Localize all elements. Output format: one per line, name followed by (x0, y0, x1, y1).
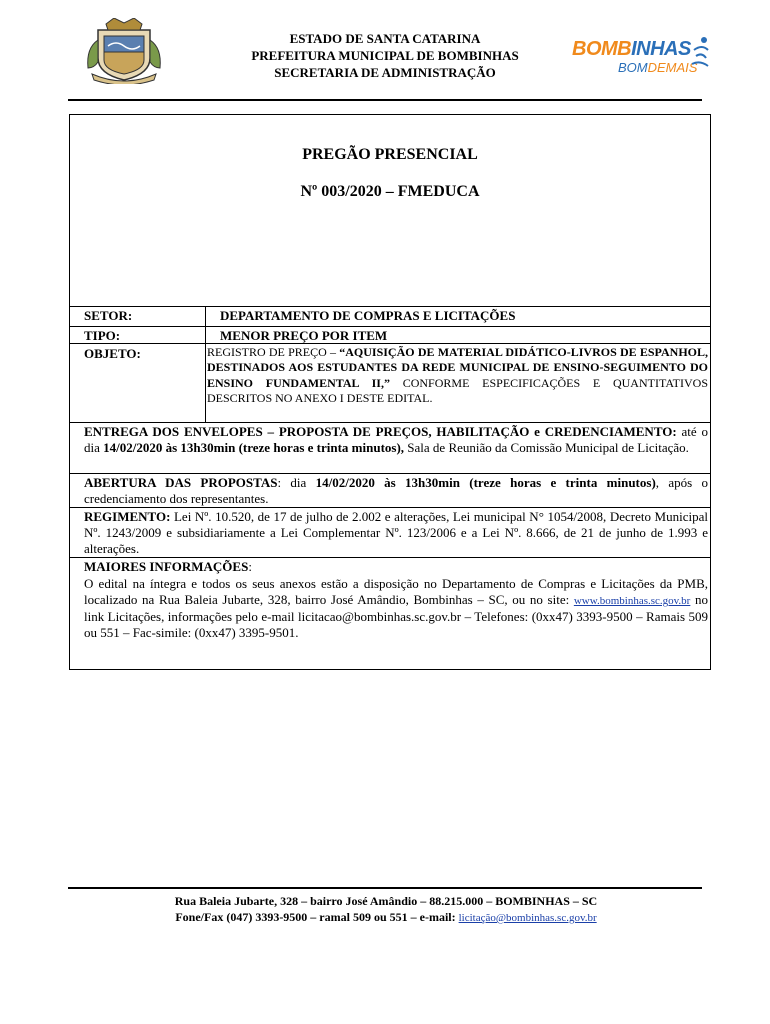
footer-phone-text: Fone/Fax (047) 3393-9500 – ramal 509 ou 551 – e-mail: (175, 910, 459, 924)
tipo-label: TIPO: (84, 328, 121, 343)
abertura-text-2: , após o credenciamento dos representantes. (84, 475, 708, 506)
objeto-bold: “AQUISIÇÃO DE MATERIAL DIDÁTICO-LIVROS DE ESPANHOL, DESTINADOS AOS ESTUDANTES DA REDE MUNICIPAL DE ENSINO-SEGUIMENTO DO ENSINO FUNDAMENTAL II,” (207, 345, 708, 390)
abertura-date: 14/02/2020 às 13h30min (treze horas e trinta minutos) (315, 475, 656, 490)
logo-main-part-b: INHAS (631, 38, 691, 60)
informacoes-paragraph (84, 576, 708, 641)
entrega-text-2: Sala de Reunião da Comissão Municipal de Licitação. (404, 440, 689, 455)
row-divider (69, 507, 711, 508)
website-link[interactable]: www.bombinhas.sc.gov.br (573, 595, 691, 607)
header-prefeitura: PREFEITURA MUNICIPAL DE BOMBINHAS (251, 48, 519, 63)
abertura-text-1: : dia (277, 475, 316, 490)
row-divider (69, 422, 711, 423)
municipal-crest-icon (84, 18, 164, 84)
objeto-value (207, 345, 708, 407)
entrega-date: 14/02/2020 às 13h30min (treze horas e trinta minutos), (103, 440, 405, 455)
tipo-value: MENOR PREÇO POR ITEM (220, 328, 388, 343)
bombinhas-logo (572, 38, 712, 84)
row-divider (69, 326, 711, 327)
abertura-paragraph (84, 475, 708, 507)
swimmer-icon (690, 36, 712, 70)
footer-divider (68, 887, 702, 889)
logo-main-text (572, 38, 691, 61)
logo-sub-part-b: DEMAIS (647, 60, 698, 75)
footer-contact (69, 909, 703, 926)
process-number: Nº 003/2020 – FMEDUCA (300, 183, 480, 200)
objeto-prefix: REGISTRO DE PREÇO – (207, 345, 340, 359)
row-divider (69, 473, 711, 474)
informacoes-colon: : (248, 559, 252, 574)
setor-label: SETOR: (84, 308, 133, 323)
logo-sub-part-a: BOM (618, 60, 648, 75)
objeto-suffix: CONFORME ESPECIFICAÇÕES E QUANTITATIVOS DESCRITOS NO ANEXO I DESTE EDITAL. (207, 375, 709, 406)
setor-value: DEPARTAMENTO DE COMPRAS E LICITAÇÕES (220, 308, 516, 323)
logo-sub-text (618, 60, 697, 75)
row-divider (69, 343, 711, 344)
informacoes-heading-line (84, 559, 708, 575)
footer-address: Rua Baleia Jubarte, 328 – bairro José Amândio – 88.215.000 – BOMBINHAS – SC (174, 894, 598, 908)
regimento-text: Lei Nº. 10.520, de 17 de julho de 2.002 e alterações, Lei municipal N° 1054/2008, Decreto Municipal Nº. 1243/2009 e subsidiariamente a Lei Complementar Nº. 123/2006 e a Lei Nº. 8.666, de 21 de junho de 1.993 e alterações. (84, 509, 708, 556)
page-title: PREGÃO PRESENCIAL (302, 146, 478, 163)
footer-email-link[interactable]: licitação@bombinhas.sc.gov.br (458, 912, 597, 924)
row-divider (69, 306, 711, 307)
institution-header (180, 30, 590, 81)
logo-main-part-a: BOMB (572, 38, 632, 60)
page-footer (69, 893, 703, 926)
entrega-text-1: até o dia (84, 424, 708, 455)
row-divider (69, 557, 711, 558)
column-divider (205, 306, 206, 422)
entrega-paragraph (84, 424, 708, 456)
header-secretaria: SECRETARIA DE ADMINISTRAÇÃO (274, 65, 496, 80)
abertura-heading: ABERTURA DAS PROPOSTAS (84, 475, 278, 490)
header-state: ESTADO DE SANTA CATARINA (289, 31, 481, 46)
header-divider (68, 99, 702, 101)
informacoes-text-1: O edital na íntegra e todos os seus anexos estão a disposição no Departamento de Compras e Licitações da PMB, localizado na Rua Baleia Jubarte, 328, bairro José Amândio, Bombinhas – SC, ou no site: (84, 576, 708, 607)
informacoes-heading: MAIORES INFORMAÇÕES (84, 559, 249, 574)
regimento-heading: REGIMENTO: (84, 509, 171, 524)
regimento-paragraph (84, 509, 708, 557)
informacoes-text-2: no link Licitações, informações pelo e-mail licitacao@bombinhas.sc.gov.br – Telefones: (0xx47) 3393-9500 – Ramais 509 ou 551 – Fac-simile: (0xx47) 3395-9501. (84, 592, 708, 640)
entrega-heading: ENTREGA DOS ENVELOPES – PROPOSTA DE PREÇOS, HABILITAÇÃO e CREDENCIAMENTO: (84, 424, 677, 439)
objeto-label: OBJETO: (84, 346, 141, 361)
